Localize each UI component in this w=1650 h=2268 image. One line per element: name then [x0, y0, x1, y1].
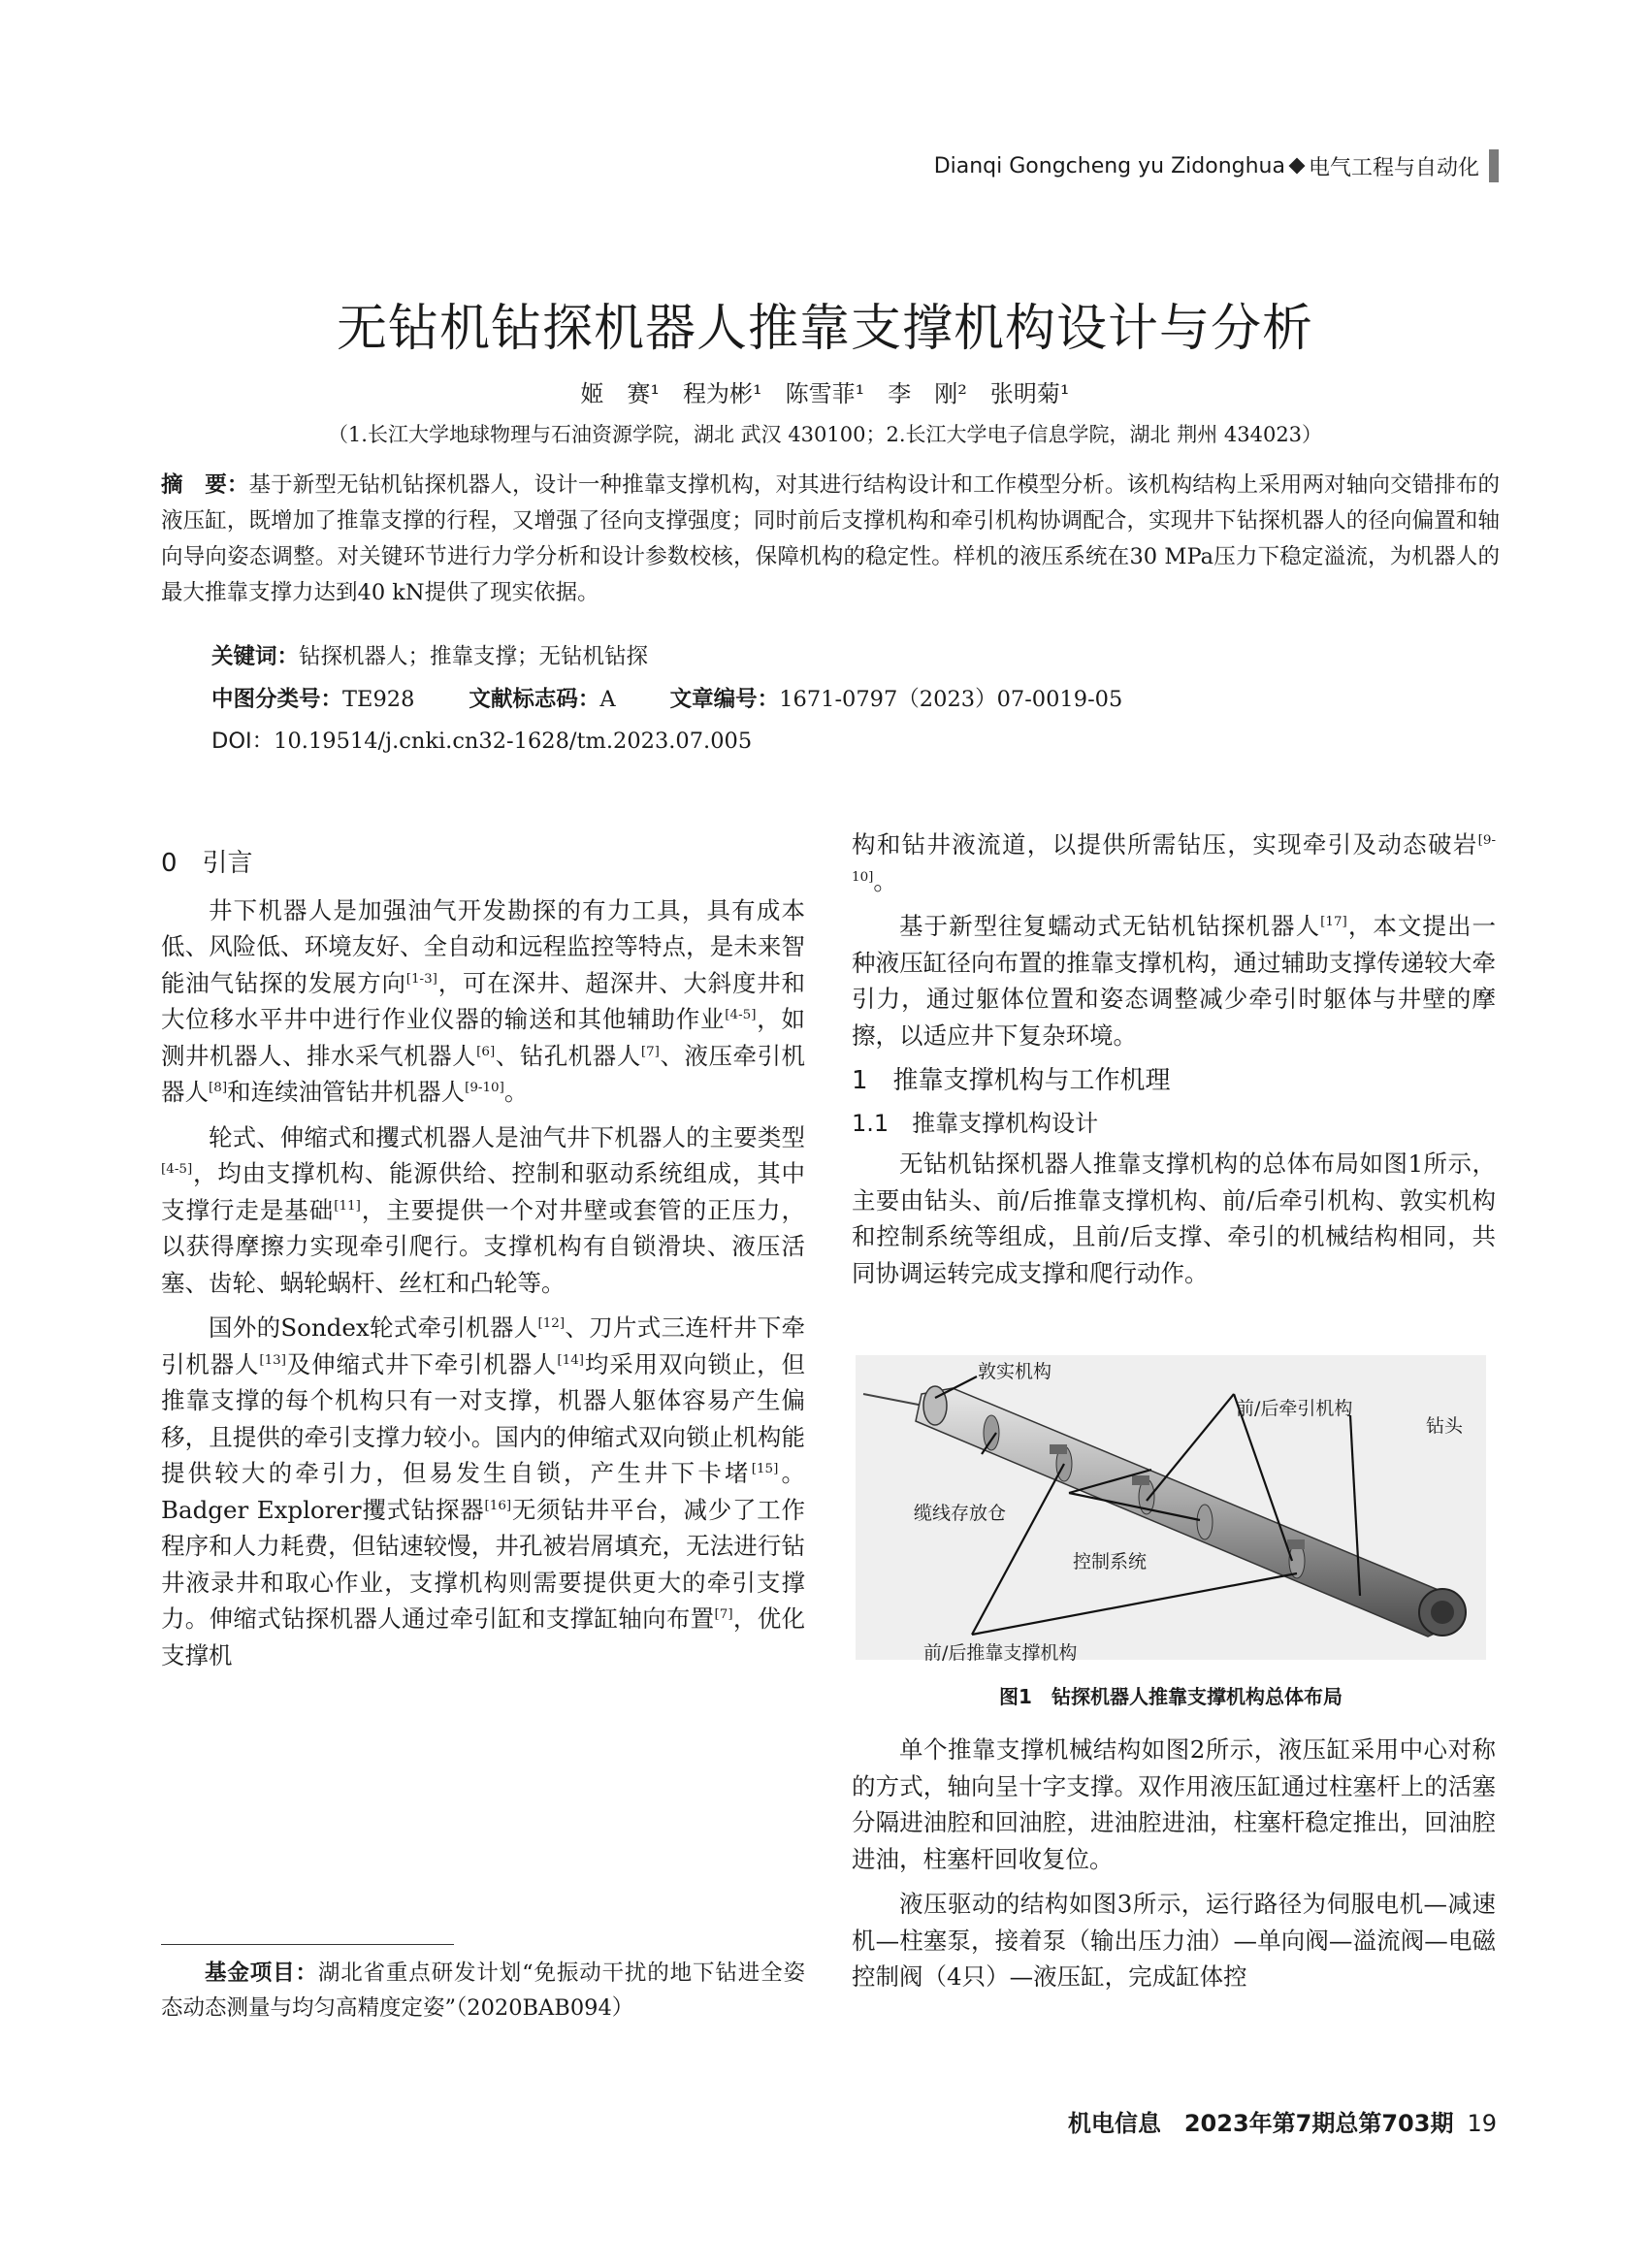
paragraph: 井下机器人是加强油气开发勘探的有力工具，具有成本低、风险低、环境友好、全自动和远程监控等特点，是未来智能油气钻探的发展方向[1-3]，可在深井、超深井、大斜度井和大位移水平井中进行作业仪器的输送和其他辅助作业[4-5]，如测井机器人、排水采气机器人[6]、钻孔机器人[7]、液压牵引机器人[8]和连续油管钻井机器人[9-10]。 — [161, 895, 806, 1106]
author-list: 姬 赛¹ 程为彬¹ 陈雪菲¹ 李 刚² 张明菊¹ — [580, 380, 1070, 407]
citation-marker: [15] — [751, 1460, 779, 1476]
page-footer — [1068, 2104, 1497, 2138]
figure-1-caption: 图1 钻探机器人推靠支撑机构总体布局 — [999, 1685, 1343, 1708]
abstract-text: 基于新型无钻机钻探机器人，设计一种推靠支撑机构，对其进行结构设计和工作模型分析。该机构结构上采用两对轴向交错排布的液压缸，既增加了推靠支撑的行程，又增强了径向支撑强度；同时前后支撑机构和牵引机构协调配合，实现井下钻探机器人的径向偏置和轴向导向姿态调整。对关键环节进行力学分析和设计参数校核，保障机构的稳定性。样机的液压系统在30 MPa压力下稳定溢流，为机器人的最大推靠支撑力达到40 kN提供了现实依据。 — [161, 472, 1500, 605]
paragraph: 单个推靠支撑机械结构如图2所示，液压缸采用中心对称的方式，轴向呈十字支撑。双作用液压缸通过柱塞杆上的活塞分隔进油腔和回油腔，进油腔进油，柱塞杆稳定推出，回油腔进油，柱塞杆回收复位。 — [852, 1735, 1496, 1873]
journal-pinyin: Dianqi Gongcheng yu Zidonghua — [933, 153, 1285, 178]
doi-value: 10.19514/j.cnki.cn32-1628/tm.2023.07.005 — [274, 729, 753, 754]
doc-code-label: 文献标志码： — [469, 687, 600, 712]
keywords-label: 关键词： — [211, 644, 300, 669]
citation-marker: [6] — [476, 1043, 496, 1059]
diamond-icon — [1288, 158, 1305, 175]
citation-marker: [14] — [557, 1351, 585, 1368]
clc-value: TE928 — [342, 687, 415, 712]
label-qianyin: 前/后牵引机构 — [1236, 1398, 1353, 1419]
running-header — [934, 149, 1499, 182]
citation-marker: [4-5] — [725, 1006, 757, 1022]
paragraph: 液压驱动的结构如图3所示，运行路径为伺服电机—减速机—柱塞泵，接着泵（输出压力油）—单向阀—溢流阀—电磁控制阀（4只）—液压缸，完成缸体控 — [852, 1890, 1496, 1991]
section-1-1-heading: 1.1 推靠支撑机构设计 — [852, 1109, 1099, 1137]
abstract — [161, 468, 1500, 611]
article-no-label: 文章编号： — [669, 687, 780, 712]
funding-text: 湖北省重点研发计划“免振动干扰的地下钻进全姿态动态测量与均匀高精度定姿”（2020BAB094） — [161, 1960, 805, 2021]
footnote-rule — [161, 1944, 454, 1945]
paragraph: 无钻机钻探机器人推靠支撑机构的总体布局如图1所示，主要由钻头、前/后推靠支撑机构、前/后牵引机构、敦实机构和控制系统等组成，且前/后支撑、牵引的机械结构相同，共同协调运转完成支撑和爬行动作。 — [852, 1150, 1496, 1287]
journal-name-cn: 电气工程与自动化 — [1308, 155, 1479, 180]
header-bar-mark — [1489, 149, 1499, 182]
abstract-label: 摘 要： — [161, 472, 249, 498]
citation-marker: [13] — [259, 1351, 286, 1368]
figure-1 — [856, 1355, 1486, 1664]
doi-line — [211, 724, 752, 755]
citation-marker: [4-5] — [161, 1160, 193, 1177]
section-1-heading: 1 推靠支撑机构与工作机理 — [852, 1066, 1171, 1095]
funding-label: 基金项目： — [205, 1960, 318, 1986]
page-number: 19 — [1467, 2110, 1497, 2137]
citation-marker: [9-10] — [465, 1079, 504, 1095]
keywords-text: 钻探机器人；推靠支撑；无钻机钻探 — [299, 644, 649, 669]
label-kongzhi: 控制系统 — [1073, 1551, 1148, 1572]
paragraph: 基于新型往复蠕动式无钻机钻探机器人[17]，本文提出一种液压缸径向布置的推靠支撑机构，通过辅助支撑传递较大牵引力，通过躯体位置和姿态调整减少牵引时躯体与井壁的摩擦，以适应井下复杂环境。 — [852, 912, 1497, 1050]
paragraph: 轮式、伸缩式和攫式机器人是油气井下机器人的主要类型[4-5]，均由支撑机构、能源供给、控制和驱动系统组成，其中支撑行走是基础[11]，主要提供一个对井壁或套管的正压力，以获得摩擦力实现牵引爬行。支撑机构有自锁滑块、液压活塞、齿轮、蜗轮蜗杆、丝杠和凸轮等。 — [161, 1122, 806, 1297]
funding-footnote — [161, 1956, 805, 2025]
label-dunshi: 敦实机构 — [978, 1361, 1052, 1382]
paragraph: 构和钻井液流道，以提供所需钻压，实现牵引及动态破岩[9-10]。 — [852, 830, 1496, 895]
doc-code-value: A — [599, 687, 616, 712]
clc-label: 中图分类号： — [211, 687, 343, 712]
paper-title: 无钻机钻探机器人推靠支撑机构设计与分析 — [336, 300, 1313, 358]
citation-marker: [9-10] — [852, 831, 1496, 885]
citation-marker: [12] — [537, 1314, 566, 1331]
citation-marker: [8] — [209, 1079, 228, 1095]
classification-line — [211, 682, 1122, 713]
citation-marker: [11] — [334, 1197, 361, 1214]
citation-marker: [7] — [714, 1605, 733, 1622]
keywords — [211, 639, 648, 670]
citation-marker: [16] — [484, 1497, 512, 1513]
citation-marker: [17] — [1320, 913, 1347, 929]
label-zuantou: 钻头 — [1426, 1415, 1464, 1437]
article-no-value: 1671-0797（2023）07-0019-05 — [779, 687, 1123, 712]
paragraph: 国外的Sondex轮式牵引机器人[12]、刀片式三连杆井下牵引机器人[13]及伸缩式井下牵引机器人[14]均采用双向锁止，但推靠支撑的每个机构只有一对支撑，机器人躯体容易产生偏移，且提供的牵引支撑力较小。国内的伸缩式双向锁止机构能提供较大的牵引力，但易发生自锁，产生井下卡堵[15]。Badger Explorer攫式钻探器[16]无须钻井平台，减少了工作程序和人力耗费，但钻速较慢，井孔被岩屑填充，无法进行钻井液录井和取心作业，支撑机构则需要提供更大的牵引支撑力。伸缩式钻探机器人通过牵引缸和支撑缸轴向布置[7]，优化支撑机 — [161, 1313, 806, 1669]
label-lanxian: 缆线存放仓 — [914, 1503, 1007, 1524]
section-0-heading: 0 引言 — [161, 849, 253, 878]
citation-marker: [7] — [640, 1043, 660, 1059]
label-tuikao: 前/后推靠支撑机构 — [923, 1642, 1078, 1664]
left-column — [161, 846, 805, 1673]
footer-journal-issue: 机电信息 2023年第7期总第703期 — [1067, 2110, 1454, 2137]
right-column — [852, 826, 1496, 1291]
right-column-lower — [852, 1732, 1496, 1995]
doi-label: DOI： — [211, 729, 275, 754]
affiliations: （1.长江大学地球物理与石油资源学院，湖北 武汉 430100；2.长江大学电子信息学院，湖北 荆州 434023） — [327, 423, 1323, 446]
citation-marker: [1-3] — [405, 970, 437, 987]
